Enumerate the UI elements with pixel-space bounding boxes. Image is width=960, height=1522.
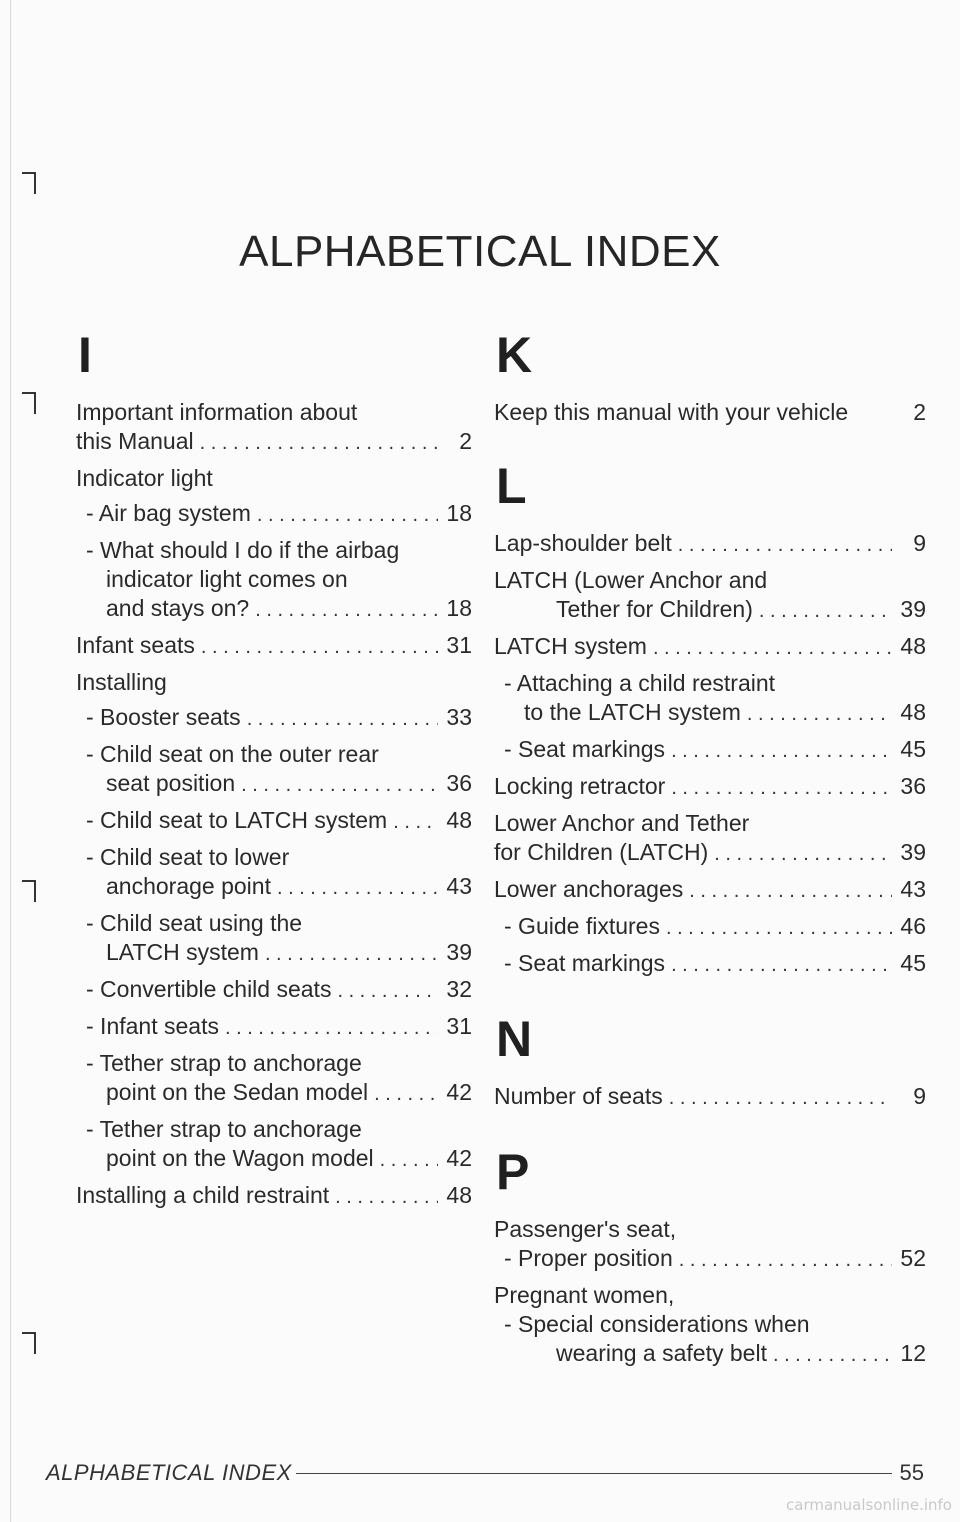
index-entry-text: Important information about [76,399,358,425]
index-entry-line [76,740,472,769]
index-page-number: 36 [900,773,926,799]
index-page-number: 2 [459,428,472,454]
dot-leader [225,1012,438,1043]
index-entry-text: - Attaching a child restraint [504,670,776,696]
index-page-number: 48 [446,1182,472,1208]
index-entry [494,1281,926,1370]
index-entry-text: and stays on? [106,595,250,621]
index-entry-line [76,872,472,903]
index-entry-text: indicator light comes on [106,566,348,592]
index-section-l [494,458,926,980]
index-entry-line [494,949,926,980]
dot-leader [679,1244,892,1275]
index-entry-line [494,875,926,906]
index-entry-line [494,1339,926,1370]
index-entry [76,806,472,837]
index-entry-line [76,806,472,837]
section-letter: P [496,1144,530,1200]
index-entry-text: Tether for Children) [556,596,753,622]
index-entry-line [494,632,926,663]
index-page-number: 48 [900,699,926,725]
dot-leader [380,1144,438,1175]
index-entry-text: - Proper position [504,1245,673,1271]
dot-leader [678,529,892,560]
dot-leader [747,698,892,729]
index-page-number: 45 [900,736,926,762]
index-entry-text: - Infant seats [86,1013,219,1039]
index-entry-line [76,1078,472,1109]
index-entry-text: Installing a child restraint [76,1182,330,1208]
index-entry-text: wearing a safety belt [556,1340,767,1366]
index-entry-line [494,566,926,595]
index-page-number: 39 [900,839,926,865]
index-column-left [76,327,472,1246]
dot-leader [257,499,438,530]
index-entry-text: Number of seats [494,1083,663,1109]
index-entry-text: - Child seat on the outer rear [86,741,379,767]
index-entry-text: Infant seats [76,632,195,658]
index-entry-text: point on the Sedan model [106,1079,369,1105]
index-entry-text: Lap-shoulder belt [494,530,672,556]
index-entry-text: - Guide fixtures [504,913,660,939]
index-entry-line [76,464,472,493]
index-page-number: 2 [913,399,926,425]
page-title: ALPHABETICAL INDEX [239,227,721,277]
index-page-number: 9 [913,1083,926,1109]
section-letter: N [496,1011,533,1067]
index-entry [494,772,926,803]
index-entry [494,529,926,560]
index-column-right [494,327,926,1404]
page-tab-mark [22,172,36,194]
index-entry [494,1215,926,1275]
index-page-number: 33 [446,704,472,730]
index-entry-text: to the LATCH system [524,699,741,725]
index-entry-text: LATCH (Lower Anchor and [494,567,768,593]
index-entry-text: - Child seat to LATCH system [86,807,388,833]
index-entry-line [494,529,926,560]
dot-leader [241,769,438,800]
dot-leader [255,594,438,625]
footer-page-number: 55 [899,1460,924,1485]
index-entry-text: Locking retractor [494,773,666,799]
index-entry-text: Passenger's seat, [494,1216,677,1242]
index-entry-text: Lower anchorages [494,876,684,902]
dot-leader [689,875,892,906]
index-entry [76,843,472,903]
dot-leader [374,1078,438,1109]
dot-leader [201,631,438,662]
index-entry-text: - Special considerations when [504,1311,810,1337]
index-entry [494,566,926,626]
index-page-number: 39 [446,939,472,965]
dot-leader [666,912,892,943]
index-entry-line [494,838,926,869]
index-entry-line [76,631,472,662]
index-entry-text: - Child seat to lower [86,844,290,870]
index-entry-line [494,698,926,729]
dot-leader [653,632,892,663]
index-entry-line [494,772,926,803]
index-entry-text: point on the Wagon model [106,1145,374,1171]
index-entry [76,464,472,493]
index-entry [494,1082,926,1113]
index-entry [76,975,472,1006]
index-entry [76,703,472,734]
index-entry-text: this Manual [76,428,194,454]
index-entry-line [76,769,472,800]
index-entry [494,809,926,869]
index-entry [76,1181,472,1212]
index-section-k [494,327,926,427]
index-entry-line [494,1215,926,1244]
index-entry [76,1012,472,1043]
index-page-number: 48 [446,807,472,833]
index-entry-line [494,398,926,427]
page-tab-mark [22,392,36,414]
index-entry [76,740,472,800]
index-entry-line [76,1012,472,1043]
index-entry-text: Pregnant women, [494,1282,675,1308]
index-entry-line [76,594,472,625]
index-entry [494,949,926,980]
dot-leader [671,772,892,803]
index-entry-text: Installing [76,669,167,695]
index-entry-line [76,1181,472,1212]
index-page-number: 42 [446,1145,472,1171]
index-entry [76,909,472,969]
index-entry-text: Keep this manual with your vehicle [494,399,849,425]
dot-leader [773,1339,892,1370]
index-entry-text: LATCH system [494,633,647,659]
index-entry-line [76,1049,472,1078]
index-entry-text: Lower Anchor and Tether [494,810,750,836]
index-entry [494,669,926,729]
page-tab-mark [22,1332,36,1354]
dot-leader [265,938,438,969]
index-page-number: 43 [900,876,926,902]
index-entry [76,631,472,662]
index-entry-line [76,938,472,969]
dot-leader [247,703,438,734]
dot-leader [671,949,892,980]
dot-leader [277,872,438,903]
dot-leader [200,427,438,458]
index-entry-line [76,843,472,872]
page-tab-mark [22,880,36,902]
index-page-number: 43 [446,873,472,899]
index-page-number: 9 [913,530,926,556]
index-entry-text: - Seat markings [504,736,666,762]
dot-leader [714,838,892,869]
index-page-number: 18 [446,500,472,526]
index-entry-line [76,398,472,427]
dot-leader [337,975,438,1006]
index-entry-text: - Air bag system [86,500,251,526]
watermark: carmanualsonline.info [786,1496,952,1514]
index-entry-line [76,565,472,594]
index-page-number: 32 [446,976,472,1002]
index-entry-line [494,1281,926,1310]
index-entry-text: - Child seat using the [86,910,303,936]
index-entry [76,536,472,625]
dot-leader [671,735,892,766]
index-entry [76,1049,472,1109]
index-entry [76,668,472,697]
dot-leader [759,595,892,626]
index-page-number: 36 [446,770,472,796]
index-entry-line [494,809,926,838]
index-entry-line [494,669,926,698]
index-entry-text: - Seat markings [504,950,666,976]
index-entry [76,499,472,530]
dot-leader [669,1082,892,1113]
section-letter: K [496,327,533,383]
index-entry-line [76,427,472,458]
index-entry-line [76,975,472,1006]
index-entry [494,875,926,906]
index-entry [76,398,472,458]
index-entry-line [76,1144,472,1175]
index-entry-line [494,595,926,626]
index-entry [494,632,926,663]
index-entry-text: - Tether strap to anchorage [86,1116,362,1142]
index-entry-text: - Tether strap to anchorage [86,1050,362,1076]
index-page-number: 45 [900,950,926,976]
dot-leader [335,1181,438,1212]
index-entry-text: seat position [106,770,236,796]
index-entry [494,735,926,766]
index-entry-text: - Booster seats [86,704,241,730]
index-page-number: 42 [446,1079,472,1105]
index-section-p [494,1144,926,1370]
index-page-number: 39 [900,596,926,622]
index-entry [76,1115,472,1175]
index-entry-line [494,1082,926,1113]
index-page-number: 48 [900,633,926,659]
page-footer [46,1460,924,1486]
index-section-n [494,1011,926,1113]
index-entry-text: LATCH system [106,939,259,965]
index-page-number: 52 [900,1245,926,1271]
index-entry-text: for Children (LATCH) [494,839,709,865]
dot-leader [393,806,438,837]
index-page-number: 31 [446,1013,472,1039]
index-entry-text: - What should I do if the airbag [86,537,400,563]
footer-running-title: ALPHABETICAL INDEX [46,1460,292,1485]
section-letter: I [78,327,92,383]
index-entry-text: anchorage point [106,873,271,899]
index-entry-line [76,909,472,938]
index-entry-line [76,703,472,734]
index-entry-line [76,668,472,697]
index-entry-line [494,1310,926,1339]
index-entry-line [494,735,926,766]
index-entry-text: Indicator light [76,465,213,491]
footer-rule [296,1473,892,1474]
index-page-number: 46 [900,913,926,939]
index-section-i [76,327,472,1212]
index-entry [494,398,926,427]
index-entry-line [76,1115,472,1144]
index-page-number: 31 [446,632,472,658]
index-entry-text: - Convertible child seats [86,976,332,1002]
index-page-number: 18 [446,595,472,621]
section-letter: L [496,458,527,514]
index-entry-line [76,536,472,565]
index-entry [494,912,926,943]
index-page-number: 12 [900,1340,926,1366]
index-entry-line [494,912,926,943]
index-entry-line [76,499,472,530]
index-entry-line [494,1244,926,1275]
